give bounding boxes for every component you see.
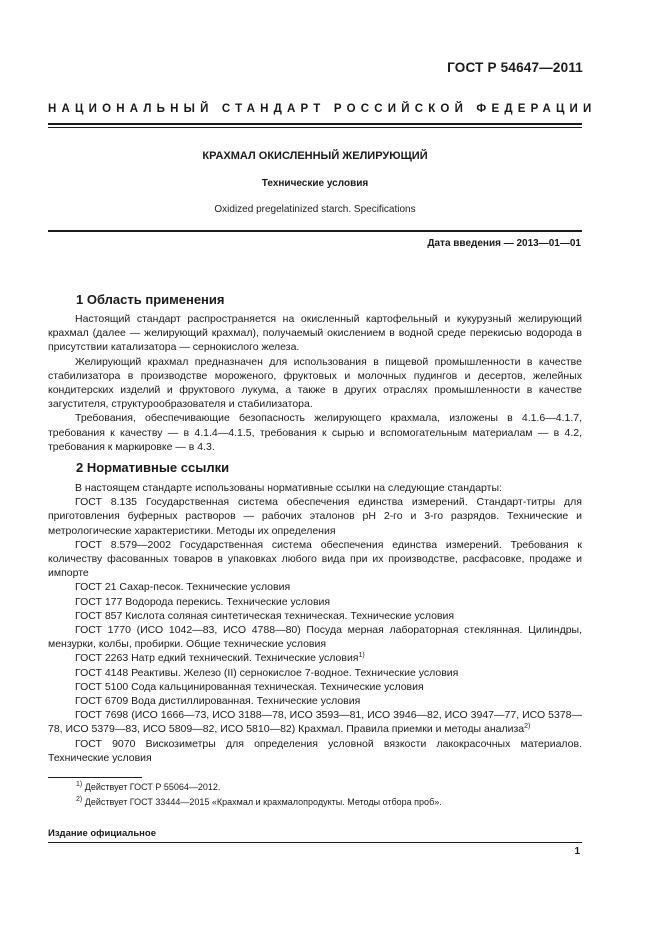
reference-item: ГОСТ 1770 (ИСО 1042—83, ИСО 4788—80) Посуда мерная лабораторная стеклянная. Цилиндры, мензурки, колбы, пробирки. Общие технические условия <box>48 624 582 651</box>
reference-item <box>48 708 582 736</box>
section-2-heading: 2 Нормативные ссылки <box>76 460 230 475</box>
footnote-text: Действует ГОСТ Р 55064—2012. <box>84 782 221 792</box>
introduction-date: Дата введения — 2013—01—01 <box>427 238 581 249</box>
footnote-separator <box>48 777 142 778</box>
section-1-heading: 1 Область применения <box>76 292 225 307</box>
reference-item: ГОСТ 5100 Сода кальцинированная техническая. Технические условия <box>75 680 424 693</box>
footnote-mark: 1) <box>76 781 83 788</box>
section-2-body <box>48 481 582 765</box>
reference-item: ГОСТ 857 Кислота соляная синтетическая техническая. Технические условия <box>75 609 455 622</box>
header-rule-bottom <box>48 127 582 128</box>
footer-rule <box>48 842 582 843</box>
footnote-2 <box>76 797 442 807</box>
section-1-paragraph: Требования, обеспечивающие безопасность желирующего крахмала, изложены в 4.1.6—4.1.7, требования к качеству — в 4.1.4—4.1.5, требования к сырью и вспомогательным материалам — в 4.2, требования к маркировке — в 4.3. <box>48 412 582 453</box>
footnote-text: Действует ГОСТ 33444—2015 «Крахмал и крахмалопродукты. Методы отбора проб». <box>84 797 442 807</box>
header-rule-top <box>48 123 582 125</box>
reference-item <box>48 651 582 665</box>
reference-text: ГОСТ 21 Сахар-песок. Технические условия <box>75 581 291 594</box>
footnote-ref-2: 2) <box>524 723 531 731</box>
section-1-paragraph: Желирующий крахмал предназначен для использования в пищевой промышленности в качестве стабилизатора в производстве мороженого, фруктовых и молочных пудингов и десертов, желейных кондитерских изделий и фруктового лукума, а также в других отраслях промышленности в качестве загустителя, структурообразователя и стабилизатора. <box>48 355 582 411</box>
footnote-1 <box>76 782 220 792</box>
footnote-ref-1: 1) <box>358 652 365 660</box>
reference-text: ГОСТ 2263 Натр едкий технический. Технические условия <box>75 652 359 665</box>
reference-item: ГОСТ 8.135 Государственная система обеспечения единства измерений. Стандарт-титры для приготовления буферных растворов — рабочих эталонов pH 2-го и 3-го разрядов. Технические и метрологические характеристики. Методы их определения <box>48 496 582 537</box>
reference-item: ГОСТ 6709 Вода дистиллированная. Технические условия <box>75 695 361 708</box>
title-rule <box>48 230 582 232</box>
standard-title: КРАХМАЛ ОКИСЛЕННЫЙ ЖЕЛИРУЮЩИЙ <box>202 150 428 162</box>
footnote-mark: 2) <box>76 796 83 803</box>
standard-subtitle: Технические условия <box>261 178 369 189</box>
reference-item <box>48 580 582 594</box>
reference-item: ГОСТ 8.579—2002 Государственная система обеспечения единства измерений. Требования к количеству фасованных товаров в упаковках любого вида при их производстве, расфасовке, продаже и импорте <box>48 538 582 580</box>
page-number: 1 <box>574 846 580 857</box>
reference-text: ГОСТ 7698 (ИСО 1666—73, ИСО 3188—78, ИСО 3593—81, ИСО 3946—82, ИСО 3947—77, ИСО 5378—78, ИСО 5379—83, ИСО 5809—82, ИСО 5810—82) Крахмал. Правила приемки и методы анализа <box>48 709 582 736</box>
section-1-paragraph: Настоящий стандарт распространяется на окисленный картофельный и кукурузный желирующий крахмал (далее — желирующий крахмал), получаемый окислением в водной среде перекисью водорода в присутствии катализатора — сернокислого железа. <box>48 313 582 354</box>
official-edition-label: Издание официальное <box>48 828 156 839</box>
reference-item: ГОСТ 4148 Реактивы. Железо (II) сернокислое 7-водное. Технические условия <box>75 666 459 679</box>
reference-item: ГОСТ 177 Водорода перекись. Технические условия <box>75 595 331 608</box>
document-code: ГОСТ Р 54647—2011 <box>447 60 583 75</box>
standard-title-english: Oxidized pregelatinized starch. Specifications <box>214 204 416 215</box>
national-standard-banner: НАЦИОНАЛЬНЫЙ СТАНДАРТ РОССИЙСКОЙ ФЕДЕРАЦИИ <box>48 103 597 115</box>
section-1-body <box>48 312 582 454</box>
reference-item: ГОСТ 9070 Вискозиметры для определения условной вязкости лакокрасочных материалов. Технические условия <box>48 737 582 764</box>
section-2-intro: В настоящем стандарте использованы нормативные ссылки на следующие стандарты: <box>75 482 502 494</box>
